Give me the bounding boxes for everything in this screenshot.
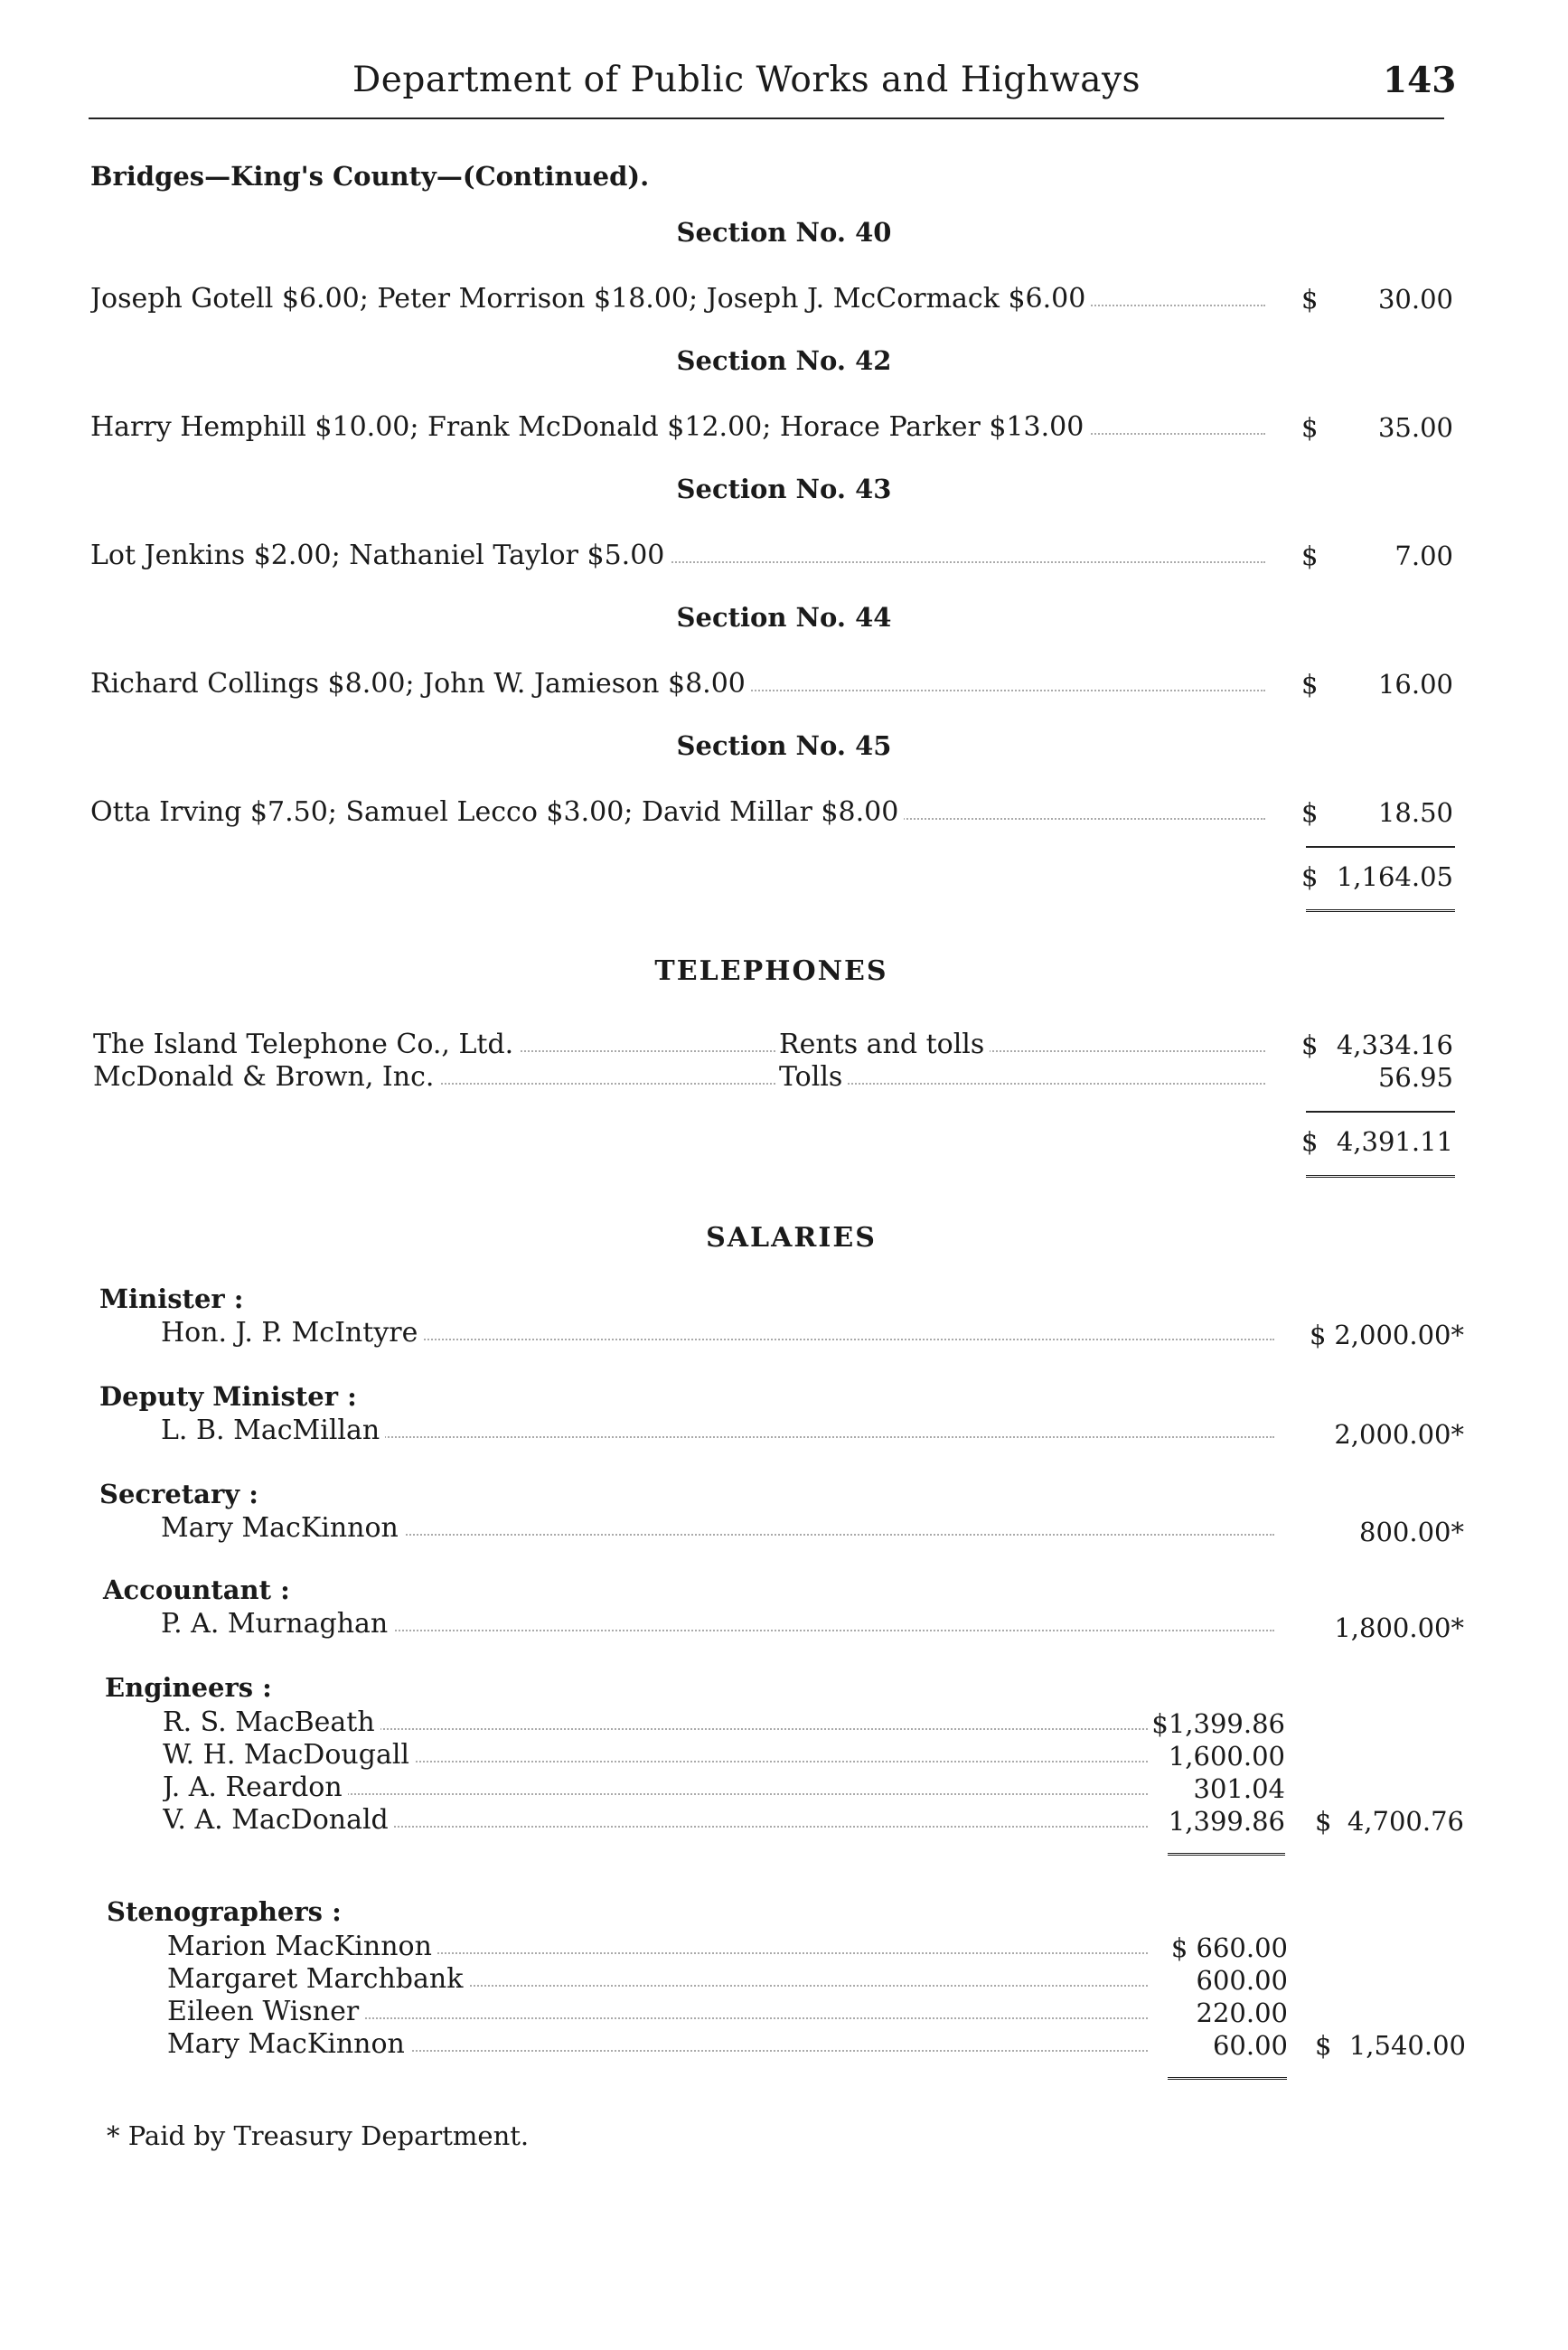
telephone-amount: 4,334.16: [1336, 1029, 1453, 1060]
dollar-sign: $: [1310, 1320, 1327, 1350]
telephone-description: Rents and tolls: [779, 1029, 1265, 1060]
dollar-sign: $: [1301, 412, 1319, 443]
salary-amount: 1,600.00: [1168, 1741, 1285, 1772]
role-heading: Secretary :: [99, 1479, 258, 1509]
section-amount: 16.00: [1377, 669, 1453, 700]
salary-entry: Hon. J. P. McIntyre: [161, 1317, 1274, 1349]
stenographers-rule: [1168, 2077, 1287, 2083]
bridges-total: 1,164.05: [1336, 861, 1453, 892]
dollar-sign: $: [1301, 540, 1319, 571]
stenographers-total: 1,540.00: [1348, 2030, 1466, 2061]
section-amount: 18.50: [1377, 797, 1453, 828]
salary-amount: $ 660.00: [1170, 1932, 1288, 1963]
salary-amount: 220.00: [1196, 1998, 1288, 2028]
dollar-sign: $: [1301, 284, 1319, 315]
salary-entry: L. B. MacMillan: [161, 1415, 1274, 1446]
salary-entry: Eileen Wisner: [167, 1996, 1148, 2027]
salary-amount: 1,800.00*: [1334, 1612, 1464, 1643]
total-rule: [1306, 909, 1455, 916]
section-heading: Section No. 43: [676, 474, 892, 504]
section-heading: Section No. 45: [676, 730, 892, 761]
bridges-heading: Bridges—King's County—(Continued).: [90, 161, 650, 192]
salary-entry: J. A. Reardon: [163, 1772, 1148, 1803]
footnote: * Paid by Treasury Department.: [107, 2120, 530, 2151]
section-amount: 7.00: [1394, 540, 1453, 571]
role-heading: Deputy Minister :: [99, 1381, 357, 1412]
subtotal-rule: [1306, 846, 1455, 848]
telephones-title: TELEPHONES: [654, 955, 888, 987]
telephone-description: Tolls: [779, 1061, 1265, 1093]
salary-entry: Mary MacKinnon: [161, 1512, 1274, 1544]
salary-entry: Mary MacKinnon: [167, 2028, 1148, 2060]
dollar-sign: $: [1301, 797, 1319, 828]
dollar-sign: $: [1315, 1806, 1332, 1837]
salary-amount: $1,399.86: [1151, 1708, 1285, 1739]
role-heading: Stenographers :: [107, 1896, 342, 1927]
section-heading: Section No. 42: [676, 345, 892, 376]
salary-entry: W. H. MacDougall: [163, 1739, 1148, 1771]
section-entry: Harry Hemphill $10.00; Frank McDonald $12.00; Horace Parker $13.00: [90, 411, 1265, 443]
telephone-company: McDonald & Brown, Inc.: [93, 1061, 775, 1093]
engineers-total: 4,700.76: [1347, 1806, 1464, 1837]
subtotal-rule: [1306, 1111, 1455, 1113]
header-rule: [89, 118, 1444, 119]
section-amount: 30.00: [1377, 284, 1453, 315]
dollar-sign: $: [1301, 861, 1319, 892]
salary-amount: 60.00: [1212, 2030, 1288, 2061]
salary-amount: 800.00*: [1359, 1517, 1464, 1547]
telephone-amount: 56.95: [1377, 1062, 1453, 1093]
running-head: Department of Public Works and Highways: [352, 60, 1141, 100]
telephone-company: The Island Telephone Co., Ltd.: [93, 1029, 775, 1060]
salary-amount: 2,000.00*: [1334, 1320, 1464, 1350]
total-rule: [1306, 1175, 1455, 1181]
role-heading: Minister :: [99, 1283, 244, 1314]
salary-entry: R. S. MacBeath: [163, 1706, 1148, 1738]
salary-amount: 1,399.86: [1168, 1806, 1285, 1837]
salary-entry: V. A. MacDonald: [163, 1804, 1148, 1836]
salary-entry: Margaret Marchbank: [167, 1963, 1148, 1995]
role-heading: Engineers :: [105, 1672, 272, 1703]
engineers-rule: [1168, 1853, 1285, 1859]
section-entry: Lot Jenkins $2.00; Nathaniel Taylor $5.00: [90, 540, 1265, 571]
page-number: 143: [1383, 60, 1457, 101]
section-heading: Section No. 40: [676, 217, 892, 248]
salary-entry: Marion MacKinnon: [167, 1931, 1148, 1962]
salary-amount: 600.00: [1196, 1965, 1288, 1996]
telephones-total: 4,391.11: [1336, 1126, 1453, 1157]
salary-amount: 2,000.00*: [1334, 1419, 1464, 1450]
section-entry: Joseph Gotell $6.00; Peter Morrison $18.00; Joseph J. McCormack $6.00: [90, 283, 1265, 315]
salaries-title: SALARIES: [706, 1222, 877, 1254]
dollar-sign: $: [1301, 669, 1319, 700]
dollar-sign: $: [1301, 1126, 1319, 1157]
section-entry: Richard Collings $8.00; John W. Jamieson $8.00: [90, 668, 1265, 700]
section-entry: Otta Irving $7.50; Samuel Lecco $3.00; David Millar $8.00: [90, 796, 1265, 828]
section-heading: Section No. 44: [676, 602, 892, 633]
dollar-sign: $: [1301, 1029, 1319, 1060]
role-heading: Accountant :: [103, 1574, 290, 1605]
section-amount: 35.00: [1377, 412, 1453, 443]
salary-amount: 301.04: [1193, 1773, 1285, 1804]
salary-entry: P. A. Murnaghan: [161, 1608, 1274, 1640]
dollar-sign: $: [1315, 2030, 1332, 2061]
